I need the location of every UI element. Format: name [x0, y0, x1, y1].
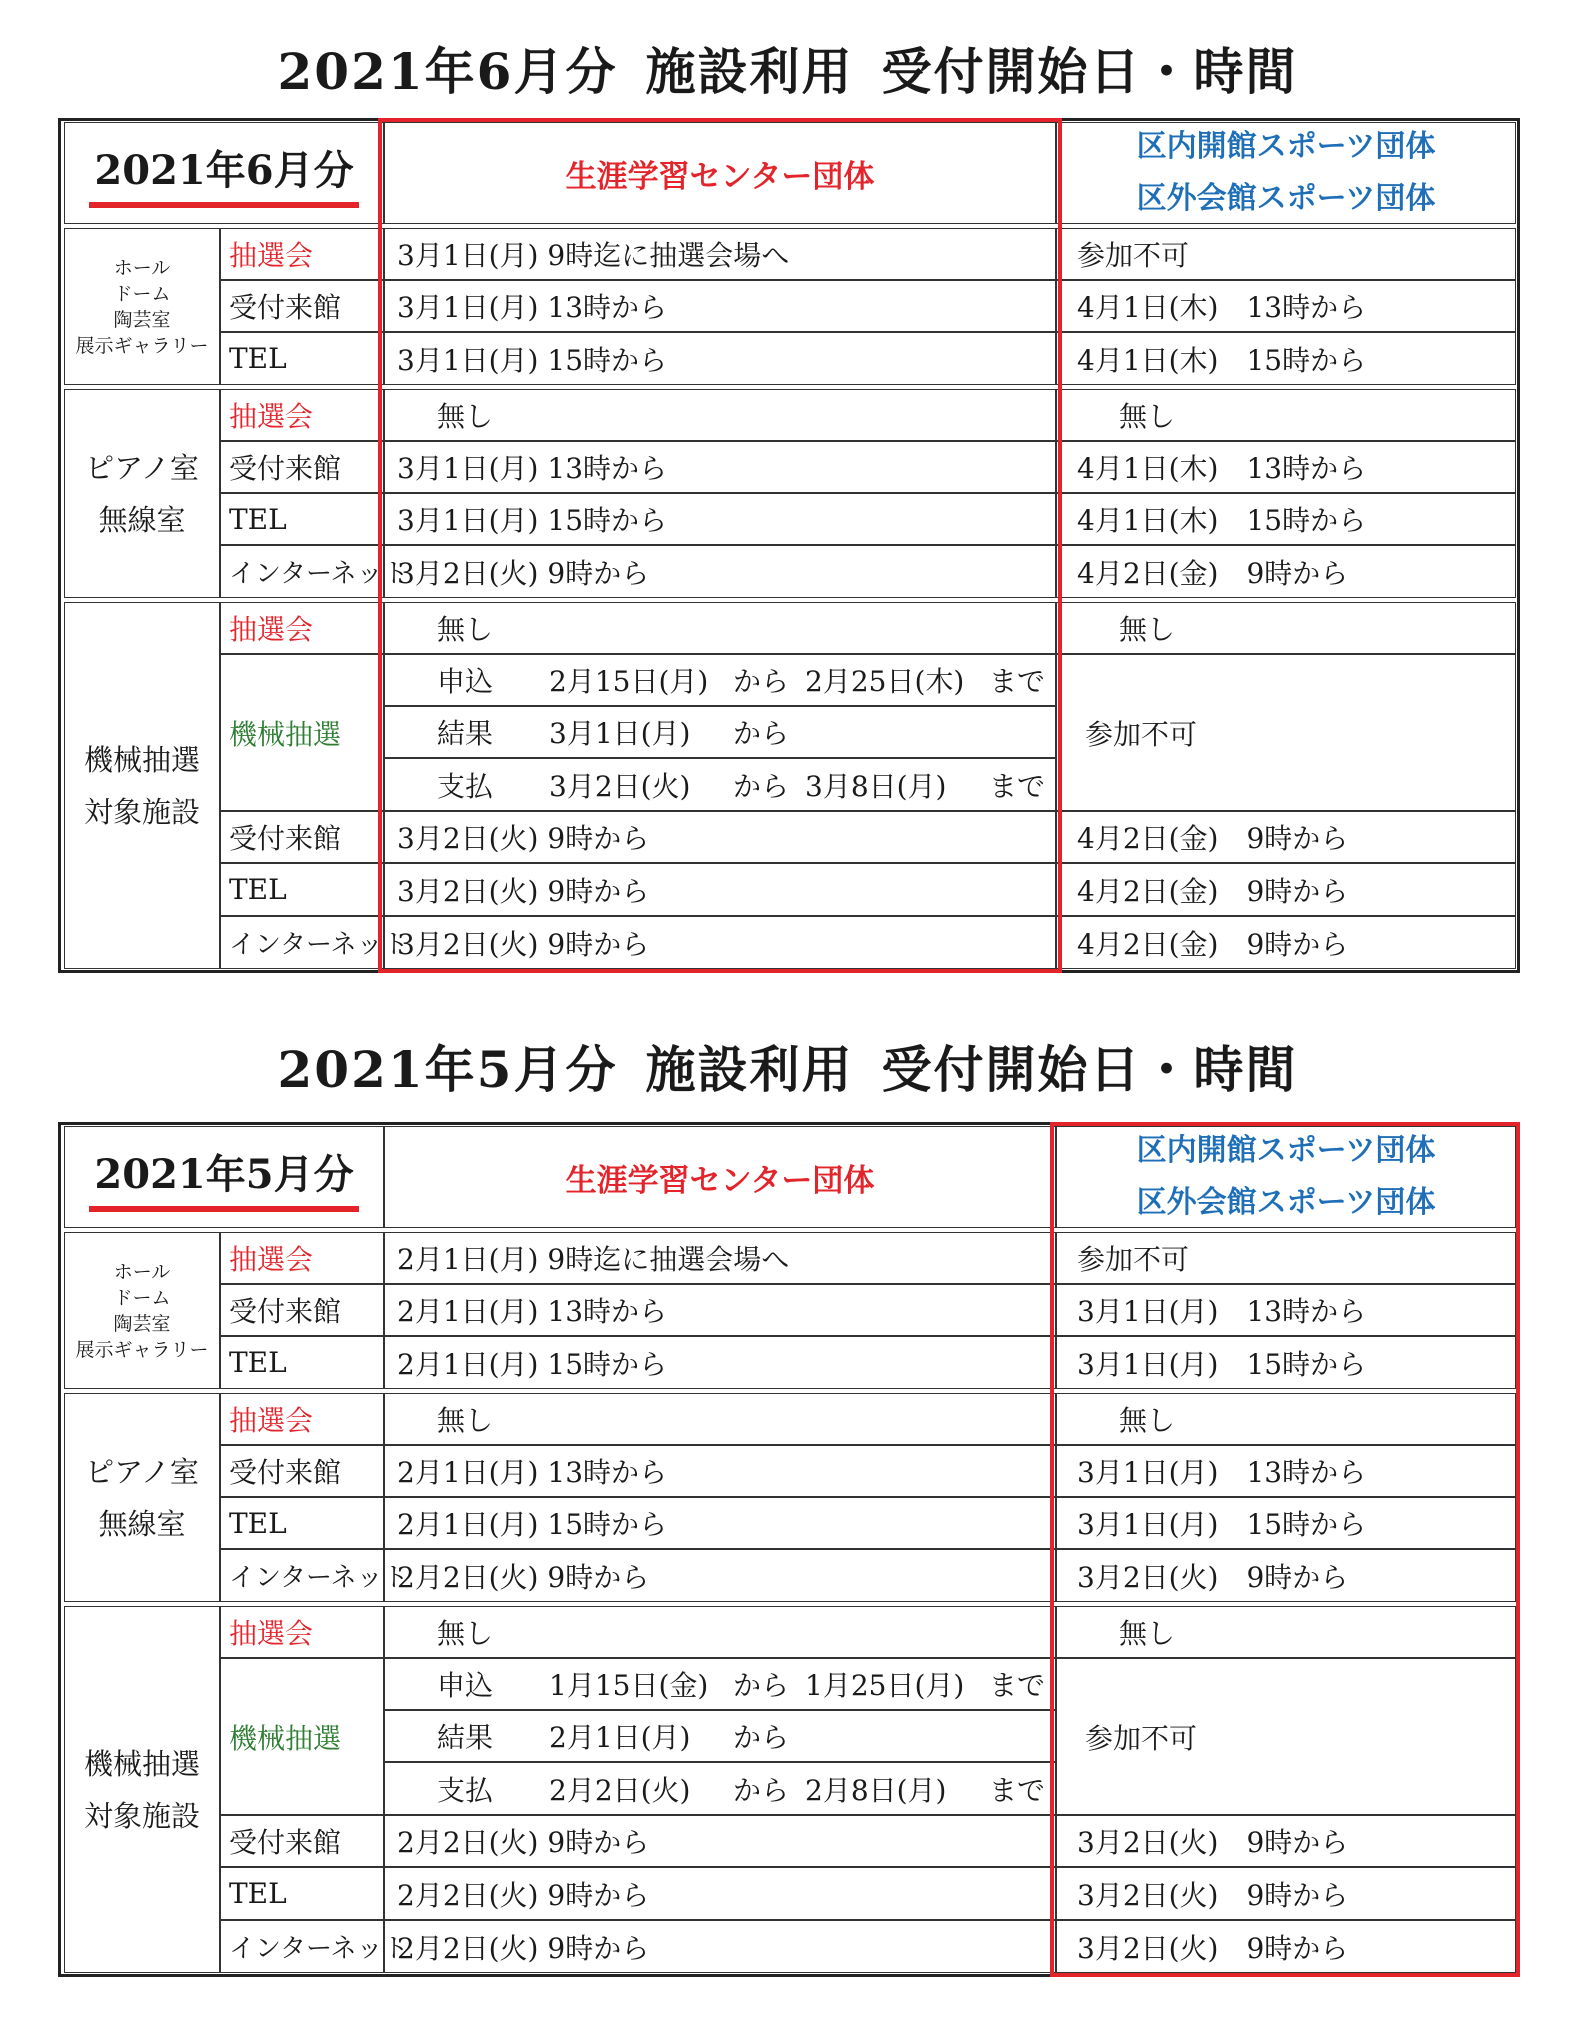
row-label-visit: 受付来館: [220, 280, 384, 332]
center-value: 無し: [384, 1393, 1056, 1445]
center-value: 3月2日(火) 9時から: [384, 545, 1056, 598]
center-value: 3月1日(月) 13時から: [384, 280, 1056, 332]
center-value: 無し: [384, 389, 1056, 441]
machine-row-apply: 申込 2月15日(月) から 2月25日(木) まで: [384, 654, 1056, 706]
facility-machine-group: 機械抽選 対象施設: [64, 602, 220, 969]
month-label: 2021年6月分: [64, 122, 384, 224]
schedule-table-june: [58, 118, 1520, 973]
center-value: 2月1日(月) 13時から: [384, 1445, 1056, 1497]
sports-value: 3月1日(月) 13時から: [1056, 1445, 1516, 1497]
sports-value: 無し: [1056, 1393, 1516, 1445]
sports-value: 4月1日(木) 15時から: [1056, 493, 1516, 545]
row-label-visit: 受付来館: [220, 811, 384, 863]
center-value: 2月2日(火) 9時から: [384, 1920, 1056, 1973]
center-value: 3月1日(月) 9時迄に抽選会場へ: [384, 228, 1056, 280]
sports-value: 3月1日(月) 15時から: [1056, 1497, 1516, 1549]
schedule-table-may: [58, 1122, 1520, 1977]
header-sports-groups: 区内開館スポーツ団体 区外会館スポーツ団体: [1056, 122, 1516, 224]
row-label-machine-lottery: 機械抽選: [220, 654, 384, 811]
sports-value: 3月2日(火) 9時から: [1056, 1549, 1516, 1602]
center-value: 無し: [384, 1606, 1056, 1658]
facility-hall-group: ホール ドーム 陶芸室 展示ギャラリー: [64, 228, 220, 385]
row-label-machine-lottery: 機械抽選: [220, 1658, 384, 1815]
facility-hall-group: ホール ドーム 陶芸室 展示ギャラリー: [64, 1232, 220, 1389]
row-label-lottery: 抽選会: [220, 602, 384, 654]
sports-value: 3月1日(月) 13時から: [1056, 1284, 1516, 1336]
section-title: 2021年6月分 施設利用 受付開始日・時間: [277, 42, 1298, 101]
row-label-tel: TEL: [220, 493, 384, 545]
center-value: 2月1日(月) 9時迄に抽選会場へ: [384, 1232, 1056, 1284]
center-value: 2月1日(月) 13時から: [384, 1284, 1056, 1336]
center-value: 3月2日(火) 9時から: [384, 863, 1056, 916]
row-label-lottery: 抽選会: [220, 1606, 384, 1658]
row-label-tel: TEL: [220, 1867, 384, 1920]
center-value: 3月1日(月) 13時から: [384, 441, 1056, 493]
sports-value: 参加不可: [1056, 1658, 1516, 1815]
sports-value: 3月2日(火) 9時から: [1056, 1920, 1516, 1973]
center-value: 2月1日(月) 15時から: [384, 1336, 1056, 1389]
center-value: 2月2日(火) 9時から: [384, 1549, 1056, 1602]
sports-value: 4月2日(金) 9時から: [1056, 863, 1516, 916]
row-label-tel: TEL: [220, 863, 384, 916]
row-label-visit: 受付来館: [220, 441, 384, 493]
sports-value: 4月2日(金) 9時から: [1056, 545, 1516, 598]
sports-value: 4月2日(金) 9時から: [1056, 916, 1516, 969]
facility-piano-group: ピアノ室 無線室: [64, 1393, 220, 1602]
row-label-tel: TEL: [220, 1336, 384, 1389]
center-value: 3月2日(火) 9時から: [384, 916, 1056, 969]
center-value: 3月2日(火) 9時から: [384, 811, 1056, 863]
month-label: 2021年5月分: [64, 1126, 384, 1228]
sports-value: 4月2日(金) 9時から: [1056, 811, 1516, 863]
row-label-lottery: 抽選会: [220, 1393, 384, 1445]
sports-value: 4月1日(木) 13時から: [1056, 441, 1516, 493]
sports-value: 参加不可: [1056, 1232, 1516, 1284]
machine-row-result: 結果 3月1日(月) から: [384, 706, 1056, 758]
row-label-internet: インターネット: [220, 1920, 384, 1973]
row-label-internet: インターネット: [220, 1549, 384, 1602]
row-label-tel: TEL: [220, 332, 384, 385]
row-label-internet: インターネット: [220, 545, 384, 598]
sports-value: 無し: [1056, 602, 1516, 654]
center-value: 3月1日(月) 15時から: [384, 332, 1056, 385]
header-sports-groups: 区内開館スポーツ団体 区外会館スポーツ団体: [1056, 1126, 1516, 1228]
header-learning-center: 生涯学習センター団体: [384, 1126, 1056, 1228]
row-label-internet: インターネット: [220, 916, 384, 969]
center-value: 2月2日(火) 9時から: [384, 1867, 1056, 1920]
machine-row-result: 結果 2月1日(月) から: [384, 1710, 1056, 1762]
center-value: 2月1日(月) 15時から: [384, 1497, 1056, 1549]
facility-machine-group: 機械抽選 対象施設: [64, 1606, 220, 1973]
row-label-lottery: 抽選会: [220, 228, 384, 280]
row-label-visit: 受付来館: [220, 1815, 384, 1867]
row-label-visit: 受付来館: [220, 1284, 384, 1336]
machine-row-payment: 支払 3月2日(火) から 3月8日(月) まで: [384, 758, 1056, 811]
header-learning-center: 生涯学習センター団体: [384, 122, 1056, 224]
row-label-tel: TEL: [220, 1497, 384, 1549]
row-label-lottery: 抽選会: [220, 389, 384, 441]
machine-row-payment: 支払 2月2日(火) から 2月8日(月) まで: [384, 1762, 1056, 1815]
sports-value: 4月1日(木) 13時から: [1056, 280, 1516, 332]
center-value: 3月1日(月) 15時から: [384, 493, 1056, 545]
sports-value: 参加不可: [1056, 654, 1516, 811]
sports-value: 参加不可: [1056, 228, 1516, 280]
sports-value: 無し: [1056, 389, 1516, 441]
section-title: 2021年5月分 施設利用 受付開始日・時間: [277, 1040, 1298, 1099]
center-value: 無し: [384, 602, 1056, 654]
row-label-lottery: 抽選会: [220, 1232, 384, 1284]
sports-value: 無し: [1056, 1606, 1516, 1658]
sports-value: 3月2日(火) 9時から: [1056, 1815, 1516, 1867]
facility-piano-group: ピアノ室 無線室: [64, 389, 220, 598]
sports-value: 4月1日(木) 15時から: [1056, 332, 1516, 385]
center-value: 2月2日(火) 9時から: [384, 1815, 1056, 1867]
sports-value: 3月1日(月) 15時から: [1056, 1336, 1516, 1389]
row-label-visit: 受付来館: [220, 1445, 384, 1497]
machine-row-apply: 申込 1月15日(金) から 1月25日(月) まで: [384, 1658, 1056, 1710]
sports-value: 3月2日(火) 9時から: [1056, 1867, 1516, 1920]
